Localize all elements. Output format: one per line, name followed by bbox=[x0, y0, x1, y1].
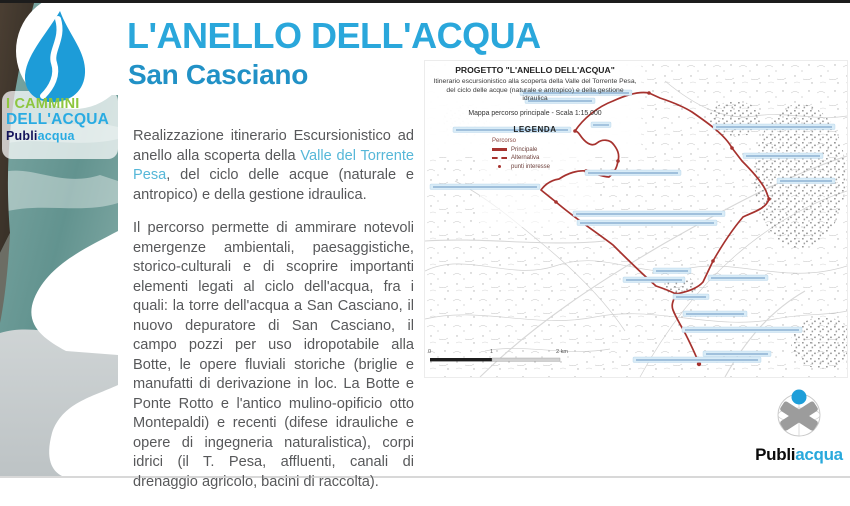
dashed-route-swatch bbox=[492, 157, 507, 159]
page-title: L'ANELLO DELL'ACQUA bbox=[127, 15, 541, 56]
map-scale-note: Mappa percorso principale - Scala 1:15.000 bbox=[468, 110, 602, 118]
logo-line-cammini: I CAMMINI bbox=[6, 96, 80, 112]
paragraph-2: Il percorso permette di ammirare notevoli emergenze ambientali, paesaggistiche, storico-culturali e di scoprire importanti elementi legati al ciclo dell'acqua, fra i quali: la torre dell'acqua a San Casciano, il nuovo depuratore di San Casciano, il campo pozzi per uso idropotabile alla Botte, le opere fluviali storiche (briglie e manufatti di derivazione in loc. La Botte e Ponte Rotto e l'antico mulino-opificio otto Montepaldi) e recenti (difese idrauliche e opere di ingegneria naturalistica), corpi idrici (il T. Pesa, affluenti, canali di drenaggio agricolo, bacini di raccolta). bbox=[133, 220, 414, 490]
paragraph-1: Realizzazione itinerario Escursionistico ad anello alla scoperta della Valle del Torrente Pesa, del ciclo delle acque (naturale e antropico) e della gestione idraulica. bbox=[133, 128, 414, 203]
route-map-panel bbox=[425, 61, 847, 377]
map-legend bbox=[433, 125, 637, 170]
legend-item-principale: Principale bbox=[492, 147, 578, 153]
description-column bbox=[133, 127, 414, 506]
legend-item-punti-interesse: punti interesse bbox=[492, 164, 578, 170]
publiacqua-figure-icon bbox=[771, 387, 827, 439]
map-description: Itinerario escursionistico alla scoperta della Valle del Torrente Pesa, del ciclo delle acque (naturale e antropico) e della gestione idraulica bbox=[433, 78, 637, 103]
highlight-valle-torrente-pesa: Valle del Torrente Pesa bbox=[133, 147, 414, 183]
map-title: PROGETTO "L'ANELLO DELL'ACQUA" bbox=[455, 65, 615, 75]
poi-dot-swatch bbox=[492, 165, 507, 169]
legend-group-label: Percorso bbox=[492, 138, 517, 145]
scale-bar-labels: 0 1 2 km bbox=[428, 349, 568, 355]
scale-bar bbox=[430, 358, 560, 361]
logo-line-dellacqua: DELL'ACQUA bbox=[6, 111, 109, 129]
map-header bbox=[433, 65, 637, 172]
legend-item-alternativa: Alternativa bbox=[492, 155, 578, 161]
page-subtitle: San Casciano bbox=[128, 59, 309, 90]
water-photo-collage bbox=[0, 3, 118, 476]
logo-publiacqua-wordmark: Publiacqua bbox=[6, 129, 75, 144]
cammini-dellacqua-logo bbox=[6, 97, 114, 144]
publiacqua-wordmark: Publiacqua bbox=[755, 445, 843, 464]
publiacqua-logo bbox=[748, 387, 850, 465]
legend-title: LEGENDA bbox=[513, 125, 557, 135]
left-photo-strip bbox=[0, 3, 118, 476]
solid-route-swatch bbox=[492, 148, 507, 150]
